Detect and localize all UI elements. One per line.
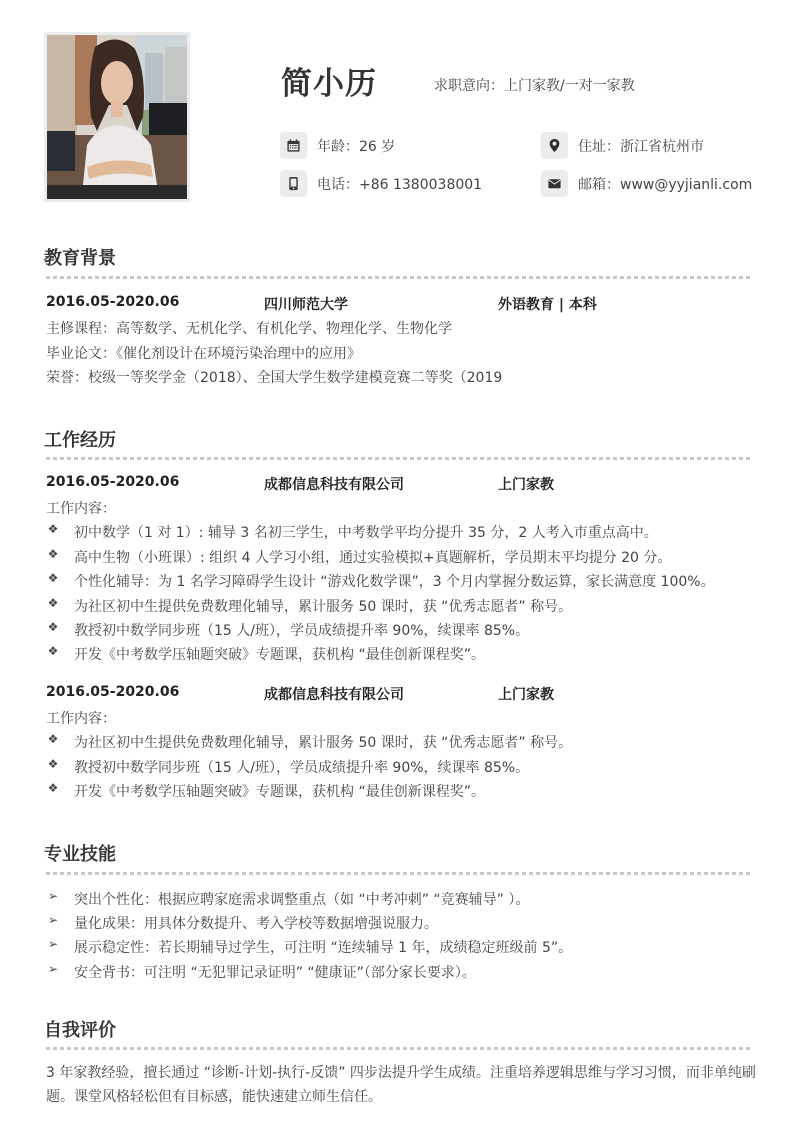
phone-text: 电话：+86 1380038001 xyxy=(317,176,483,193)
candidate-name: 简小历 xyxy=(281,66,377,102)
calendar-icon xyxy=(280,132,307,159)
diamond-bullet-icon: ❖ xyxy=(47,781,59,795)
arrow-bullet-icon: ➢ xyxy=(47,913,59,927)
diamond-bullet-icon: ❖ xyxy=(47,522,59,536)
age-text: 年龄：26 岁 xyxy=(317,138,396,155)
job-company: 成都信息科技有限公司 xyxy=(264,687,404,703)
diamond-bullet-icon: ❖ xyxy=(47,620,59,634)
job-company: 成都信息科技有限公司 xyxy=(264,477,404,493)
job-period: 2016.05-2020.06 xyxy=(46,684,180,700)
section-divider xyxy=(46,872,752,875)
job-content-label: 工作内容： xyxy=(46,711,116,727)
arrow-bullet-icon: ➢ xyxy=(47,889,59,903)
education-school: 四川师范大学 xyxy=(264,297,348,313)
section-divider xyxy=(46,276,752,279)
education-major: 外语教育 | 本科 xyxy=(498,297,597,313)
education-honors: 荣誉：校级一等奖学金（2018）、全国大学生数学建模竞赛二等奖（2019 xyxy=(46,370,503,386)
self-eval-text: 3 年家教经验，擅长通过 “诊断-计划-执行-反馈” 四步法提升学生成绩。注重培养逻辑思维与学习习惯，而非单纯刷题。课堂风格轻松但有目标感，能快速建立师生信任。 xyxy=(46,1065,756,1105)
mobile-phone-icon xyxy=(280,170,307,197)
info-email xyxy=(541,170,752,197)
info-age xyxy=(280,132,395,159)
job-header-row xyxy=(46,474,752,494)
diamond-bullet-icon: ❖ xyxy=(47,596,59,610)
job-intent: 求职意向：上门家教/一对一家教 xyxy=(434,78,635,94)
diamond-bullet-icon: ❖ xyxy=(47,547,59,561)
job-role: 上门家教 xyxy=(498,477,554,493)
arrow-bullet-icon: ➢ xyxy=(47,962,59,976)
education-courses: 主修课程：高等数学、无机化学、有机化学、物理化学、生物化学 xyxy=(46,321,452,337)
job-role: 上门家教 xyxy=(498,687,554,703)
diamond-bullet-icon: ❖ xyxy=(47,757,59,771)
section-title-work: 工作经历 xyxy=(44,430,116,451)
envelope-icon xyxy=(541,170,568,197)
education-period: 2016.05-2020.06 xyxy=(46,294,180,310)
section-title-skills: 专业技能 xyxy=(44,844,116,865)
email-text: 邮箱：www@yyjianli.com xyxy=(578,176,753,193)
portrait-image xyxy=(47,35,187,199)
education-header-row xyxy=(46,294,752,314)
job-header-row xyxy=(46,684,752,704)
info-phone xyxy=(280,170,482,197)
section-title-self-eval: 自我评价 xyxy=(44,1020,116,1041)
diamond-bullet-icon: ❖ xyxy=(47,732,59,746)
education-thesis: 毕业论文：《催化剂设计在环境污染治理中的应用》 xyxy=(46,346,361,362)
section-divider xyxy=(46,1047,752,1050)
diamond-bullet-icon: ❖ xyxy=(47,644,59,658)
job-period: 2016.05-2020.06 xyxy=(46,474,180,490)
diamond-bullet-icon: ❖ xyxy=(47,571,59,585)
job-content-label: 工作内容： xyxy=(46,501,116,517)
section-divider xyxy=(46,457,752,460)
address-text: 住址：浙江省杭州市 xyxy=(578,138,704,155)
profile-photo xyxy=(44,32,190,202)
map-pin-icon xyxy=(541,132,568,159)
arrow-bullet-icon: ➢ xyxy=(47,937,59,951)
section-title-education: 教育背景 xyxy=(44,248,116,269)
info-address xyxy=(541,132,704,159)
